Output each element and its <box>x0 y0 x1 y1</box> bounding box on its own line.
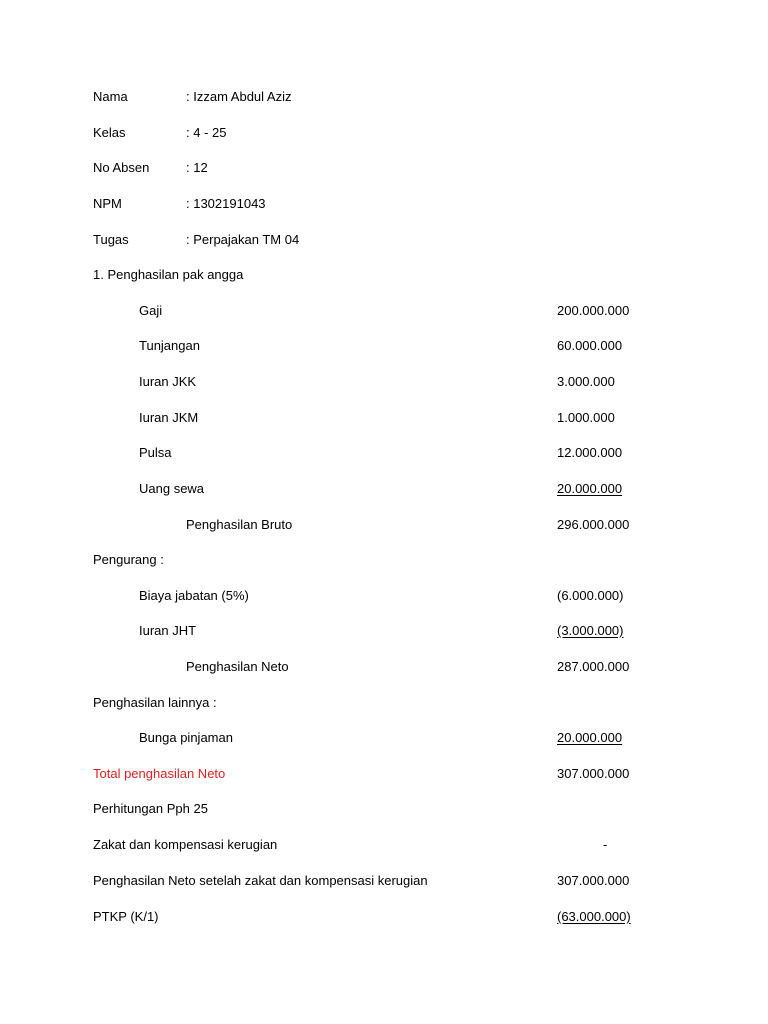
pph-title: Perhitungan Pph 25 <box>93 801 208 816</box>
identity-row-npm <box>0 195 768 213</box>
neto-after-zakat-label: Penghasilan Neto setelah zakat dan kompensasi kerugian <box>93 873 428 888</box>
income-label: Tunjangan <box>139 338 200 353</box>
bunga-label: Bunga pinjaman <box>139 730 233 745</box>
total-neto-label: Total penghasilan Neto <box>93 766 226 781</box>
bunga-row <box>0 729 768 747</box>
income-value: 200.000.000 <box>557 303 630 318</box>
income-row <box>0 480 768 498</box>
income-value: 20.000.000 <box>557 481 623 496</box>
income-value: 3.000.000 <box>557 374 615 389</box>
neto-row <box>0 658 768 676</box>
total-neto-row <box>0 765 768 783</box>
identity-label: Nama <box>93 89 128 104</box>
pph-title-row <box>0 800 768 818</box>
bunga-value: 20.000.000 <box>557 730 623 745</box>
identity-value: : Izzam Abdul Aziz <box>186 89 292 104</box>
bruto-label: Penghasilan Bruto <box>186 517 293 532</box>
income-row <box>0 302 768 320</box>
bruto-row <box>0 516 768 534</box>
deduction-value: (3.000.000) <box>557 623 624 638</box>
income-row <box>0 444 768 462</box>
ptkp-label: PTKP (K/1) <box>93 909 159 924</box>
identity-value: : 1302191043 <box>186 196 266 211</box>
section-title-row <box>0 266 768 284</box>
income-label: Iuran JKK <box>139 374 197 389</box>
neto-after-zakat-value: 307.000.000 <box>557 873 630 888</box>
identity-row-tugas <box>0 231 768 249</box>
income-label: Uang sewa <box>139 481 205 496</box>
neto-after-zakat-row <box>0 872 768 890</box>
section-title: 1. Penghasilan pak angga <box>93 267 244 282</box>
identity-value: : 4 - 25 <box>186 125 227 140</box>
zakat-value: - <box>603 837 608 852</box>
identity-row-nama <box>0 88 768 106</box>
identity-value: : 12 <box>186 160 208 175</box>
pengurang-title-row <box>0 551 768 569</box>
income-value: 1.000.000 <box>557 410 615 425</box>
income-row <box>0 373 768 391</box>
identity-label: Kelas <box>93 125 126 140</box>
total-neto-value: 307.000.000 <box>557 766 630 781</box>
income-value: 60.000.000 <box>557 338 623 353</box>
income-row <box>0 409 768 427</box>
income-row <box>0 337 768 355</box>
pengurang-title: Pengurang : <box>93 552 164 567</box>
identity-row-no-absen <box>0 159 768 177</box>
income-label: Pulsa <box>139 445 172 460</box>
neto-value: 287.000.000 <box>557 659 630 674</box>
income-value: 12.000.000 <box>557 445 623 460</box>
deduction-label: Biaya jabatan (5%) <box>139 588 249 603</box>
income-label: Gaji <box>139 303 163 318</box>
zakat-row <box>0 836 768 854</box>
deduction-row <box>0 587 768 605</box>
neto-label: Penghasilan Neto <box>186 659 289 674</box>
deduction-label: Iuran JHT <box>139 623 197 638</box>
deduction-value: (6.000.000) <box>557 588 624 603</box>
identity-row-kelas <box>0 124 768 142</box>
zakat-label: Zakat dan kompensasi kerugian <box>93 837 278 852</box>
deduction-row <box>0 622 768 640</box>
income-label: Iuran JKM <box>139 410 199 425</box>
identity-label: No Absen <box>93 160 150 175</box>
bruto-value: 296.000.000 <box>557 517 630 532</box>
ptkp-row <box>0 908 768 926</box>
identity-label: NPM <box>93 196 122 211</box>
ptkp-value: (63.000.000) <box>557 909 631 924</box>
identity-label: Tugas <box>93 232 129 247</box>
identity-value: : Perpajakan TM 04 <box>186 232 300 247</box>
lainnya-title: Penghasilan lainnya : <box>93 695 217 710</box>
lainnya-title-row <box>0 694 768 712</box>
